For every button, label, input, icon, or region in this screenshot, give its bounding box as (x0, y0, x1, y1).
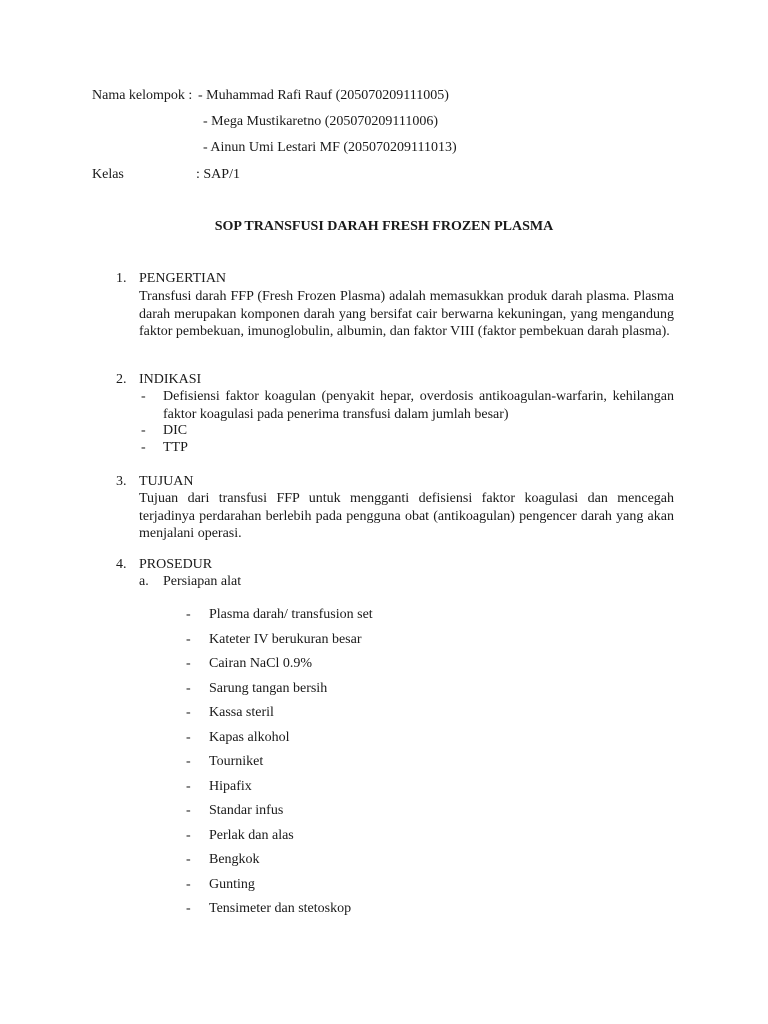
tool-dash: - (186, 681, 191, 696)
section-4-heading: PROSEDUR (139, 557, 213, 572)
document-title: SOP TRANSFUSI DARAH FRESH FROZEN PLASMA (214, 219, 554, 234)
tool-dash: - (186, 803, 191, 818)
section-4-number: 4. (116, 557, 127, 572)
tool-dash: - (186, 730, 191, 745)
indikasi-item-3: TTP (163, 440, 188, 455)
tool-dash: - (186, 779, 191, 794)
tool-item: Kassa steril (209, 705, 274, 720)
tool-dash: - (186, 877, 191, 892)
section-1-text: Transfusi darah FFP (Fresh Frozen Plasma) adalah memasukkan produk darah plasma. Plasma darah merupakan komponen darah yang bersifat cair berwarna kekuningan, yang mengandung faktor pembekuan, imunoglobulin, albumin, dan faktor VIII (faktor pembekuan darah plasma). (139, 289, 674, 339)
tool-item: Tensimeter dan stetoskop (209, 901, 352, 916)
section-1-number: 1. (116, 271, 127, 286)
tool-item: Sarung tangan bersih (209, 681, 328, 696)
tool-item: Standar infus (209, 803, 284, 818)
tool-item: Cairan NaCl 0.9% (209, 656, 313, 671)
tool-item: Kapas alkohol (209, 730, 290, 745)
group-name-label: Nama kelompok : (92, 88, 193, 103)
subsection-a-heading: Persiapan alat (163, 574, 242, 589)
indikasi-dash-2: - (141, 423, 146, 438)
section-3-text: Tujuan dari transfusi FFP untuk mengganti defisiensi faktor koagulasi dan mencegah terjadinya perdarahan berlebih pada pengguna obat (antikoagulan) pengencer darah yang akan menjalani operasi. (139, 491, 674, 541)
indikasi-dash-1: - (141, 389, 146, 404)
tool-item: Hipafix (209, 779, 252, 794)
tool-dash: - (186, 607, 191, 622)
tool-dash: - (186, 754, 191, 769)
tool-item: Perlak dan alas (209, 828, 294, 843)
section-2-number: 2. (116, 372, 127, 387)
tool-item: Tourniket (209, 754, 264, 769)
tool-item: Plasma darah/ transfusion set (209, 607, 373, 622)
tool-dash: - (186, 705, 191, 720)
tool-dash: - (186, 828, 191, 843)
tool-item: Gunting (209, 877, 255, 892)
tool-dash: - (186, 852, 191, 867)
indikasi-item-1: Defisiensi faktor koagulan (penyakit hepar, overdosis antikoagulan-warfarin, kehilangan faktor koagulasi pada penerima transfusi dalam jumlah besar) (163, 389, 674, 422)
tool-dash: - (186, 656, 191, 671)
class-label: Kelas (92, 167, 124, 182)
section-3-number: 3. (116, 474, 127, 489)
subsection-a-letter: a. (139, 574, 149, 589)
tool-item: Kateter IV berukuran besar (209, 632, 362, 647)
tool-dash: - (186, 901, 191, 916)
indikasi-item-2: DIC (163, 423, 188, 438)
section-2-heading: INDIKASI (139, 372, 202, 387)
member-1: - Muhammad Rafi Rauf (205070209111005) (198, 88, 449, 103)
section-3-heading: TUJUAN (139, 474, 194, 489)
tool-dash: - (186, 632, 191, 647)
tool-item: Bengkok (209, 852, 260, 867)
member-3: - Ainun Umi Lestari MF (205070209111013) (203, 140, 457, 155)
class-value: : SAP/1 (196, 167, 240, 182)
member-2: - Mega Mustikaretno (205070209111006) (203, 114, 438, 129)
section-1-heading: PENGERTIAN (139, 271, 227, 286)
indikasi-dash-3: - (141, 440, 146, 455)
